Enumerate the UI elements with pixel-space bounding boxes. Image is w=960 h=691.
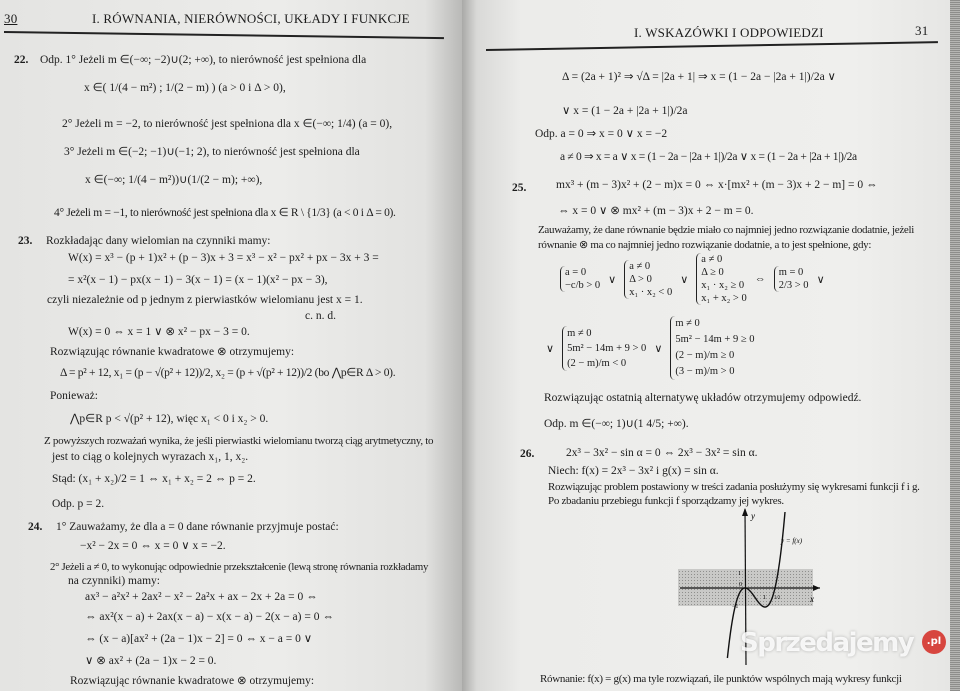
watermark: Sprzedajemy xyxy=(740,628,914,658)
answer-line: Odp. p = 2. xyxy=(52,498,105,510)
condition: 5m² − 14m + 9 ≥ 0 xyxy=(675,334,755,345)
text-line: czyli niezależnie od p jednym z pierwiastków wielomianu jest x = 1. xyxy=(47,294,363,306)
formula-line: a ≠ 0 ⇒ x = a ∨ x = (1 − 2a − |2a + 1|)/2a ∨ x = (1 − 2a + |2a + 1|)/2a xyxy=(560,151,857,163)
condition: (2 − m)/m ≥ 0 xyxy=(675,350,735,361)
system-5 xyxy=(562,326,646,371)
formula-line: −x² − 2x = 0 ⇔ x = 0 ∨ x = −2. xyxy=(80,540,226,552)
conditions-row-1 xyxy=(560,253,825,305)
system-2 xyxy=(624,260,672,299)
exercise-number: 25. xyxy=(512,182,527,194)
text-line: 3° Jeżeli m ∈(−2; −1)∪(−1; 2), to nierówność jest spełniona dla xyxy=(64,146,360,158)
text-line: równanie ⊗ ma co najmniej jedno rozwiązanie dodatnie, a to jest spełnione, gdy: xyxy=(538,239,872,251)
header-rule xyxy=(4,31,444,39)
text-line: Ponieważ: xyxy=(50,390,98,402)
y-axis-label: y xyxy=(751,511,755,521)
formula-line: ⇔ x = 0 ∨ ⊗ mx² + (m − 3)x + 2 − m = 0. xyxy=(558,205,754,217)
formula-line: 2x³ − 3x² − sin α = 0 ⇔ 2x³ − 3x² = sin α. xyxy=(566,447,758,459)
text-line: Rozkładając dany wielomian na czynniki mamy: xyxy=(46,235,271,247)
condition: x₁ · x₂ ≥ 0 xyxy=(701,280,745,291)
y-axis-arrow-icon xyxy=(742,508,748,516)
condition: (2 − m)/m < 0 xyxy=(567,357,627,369)
text-line: Zauważamy, że dane równanie będzie miało co najmniej jedno rozwiązanie dodatnie, jeżeli xyxy=(538,224,915,236)
x-axis-label: x xyxy=(810,594,814,604)
condition: x₁ + x₂ > 0 xyxy=(701,293,747,304)
text-line: Równanie: f(x) = g(x) ma tyle rozwiązań, ile punktów wspólnych mają wykresy funkcji xyxy=(540,673,902,685)
text-line: Rozwiązując problem postawiony w treści zadania posłużymy się wykresami funkcji f i g. xyxy=(548,481,920,493)
text-line: Odp. 1° Jeżeli m ∈(−∞; −2)∪(2; +∞), to nierówność jest spełniona dla xyxy=(40,54,367,66)
text-line: Rozwiązując równanie kwadratowe ⊗ otrzymujemy: xyxy=(50,346,295,358)
iff-symbol: ⇔ xyxy=(754,273,766,285)
exercise-number: 22. xyxy=(14,54,29,66)
watermark-badge: .pl xyxy=(922,630,946,654)
formula-line: Δ = (2a + 1)² ⇒ √Δ = |2a + 1| ⇒ x = (1 − 2a − |2a + 1|)/2a ∨ xyxy=(562,71,836,83)
x-axis-arrow-icon xyxy=(813,585,820,591)
book-edge xyxy=(950,0,960,691)
condition: m ≠ 0 xyxy=(567,327,592,339)
formula-line: ∨ x = (1 − 2a + |2a + 1|)/2a xyxy=(562,105,688,117)
or-symbol: ∨ xyxy=(608,273,617,286)
system-4 xyxy=(774,266,809,292)
origin-label: 0 xyxy=(739,582,742,588)
exercise-number: 24. xyxy=(28,521,43,533)
condition: (3 − m)/m > 0 xyxy=(675,366,735,377)
condition: a ≠ 0 xyxy=(629,260,651,272)
formula-line: W(x) = 0 ⇔ x = 1 ∨ ⊗ x² − px − 3 = 0. xyxy=(68,326,250,338)
text-line: 1° Zauważamy, że dla a = 0 dane równanie przyjmuje postać: xyxy=(56,521,339,533)
text-line: 2° Jeżeli m = −2, to nierówność jest spełniona dla x ∈(−∞; 1/4) (a = 0), xyxy=(62,118,393,130)
tick-label: −1 xyxy=(732,604,739,610)
qed-text: c. n. d. xyxy=(305,310,336,322)
condition: 5m² − 14m + 9 > 0 xyxy=(567,342,647,354)
text-line: Z powyższych rozważań wynika, że jeśli pierwiastki wielomianu tworzą ciąg arytmetyczny, to xyxy=(44,435,434,447)
formula-line: Δ = p² + 12, x₁ = (p − √(p² + 12))/2, x₂ = (p + √(p² + 12))/2 (bo ⋀p∈R Δ > 0). xyxy=(60,367,396,379)
running-head: I. RÓWNANIA, NIERÓWNOŚCI, UKŁADY I FUNKCJE xyxy=(92,11,410,26)
or-symbol: ∨ xyxy=(816,273,825,286)
formula-line: Stąd: (x₁ + x₂)/2 = 1 ⇔ x₁ + x₂ = 2 ⇔ p = 2. xyxy=(52,473,256,485)
tick-label: 1 xyxy=(738,571,741,577)
text-line: jest to ciąg o kolejnych wyrazach x₁, 1, x₂. xyxy=(52,451,249,463)
exercise-number: 23. xyxy=(18,235,33,247)
left-page xyxy=(0,0,462,691)
text-line: Rozwiązując ostatnią alternatywę układów otrzymujemy odpowiedź. xyxy=(544,392,862,404)
tick-label: 1 xyxy=(763,595,766,601)
running-head: I. WSKAZÓWKI I ODPOWIEDZI xyxy=(634,25,824,40)
formula-line: ax³ − a²x² + 2ax² − x² − 2a²x + ax − 2x + 2a = 0 ⇔ xyxy=(85,591,318,603)
or-symbol: ∨ xyxy=(680,273,689,286)
formula-line: ∨ ⊗ ax² + (2a − 1)x − 2 = 0. xyxy=(85,655,217,667)
conditions-row-2 xyxy=(546,316,754,380)
answer-line: Odp. m ∈(−∞; 1)∪(1 4/5; +∞). xyxy=(544,418,689,430)
tick-label: 3/2 xyxy=(774,596,781,601)
formula-line: W(x) = x³ − (p + 1)x² + (p − 3)x + 3 = x³ − x² − px² + px − 3x + 3 = xyxy=(68,252,379,264)
condition: 2/3 > 0 xyxy=(778,280,809,291)
system-6 xyxy=(670,316,754,380)
formula-line: = x²(x − 1) − px(x − 1) − 3(x − 1) = (x − 1)(x² − px − 3), xyxy=(68,274,328,286)
condition: Δ > 0 xyxy=(629,273,652,285)
or-symbol: ∨ xyxy=(546,342,555,355)
formula-line: x ∈( 1/(4 − m²) ; 1/(2 − m) ) (a > 0 i Δ > 0), xyxy=(84,82,286,94)
formula-line: mx³ + (m − 3)x² + (2 − m)x = 0 ⇔ x·[mx² + (m − 3)x + 2 − m] = 0 ⇔ xyxy=(556,179,878,191)
text-line: 2° Jeżeli a ≠ 0, to wykonując odpowiednie przekształcenie (lewą stronę równania rozkładamy xyxy=(50,561,429,573)
page-number: 30 xyxy=(4,11,18,26)
condition: x₁ · x₂ < 0 xyxy=(629,286,673,298)
formula-line: ⋀p∈R p < √(p² + 12), więc x₁ < 0 i x₂ > 0. xyxy=(70,413,269,425)
formula-line: x ∈(−∞; 1/(4 − m²))∪(1/(2 − m); +∞), xyxy=(85,174,263,186)
condition: −c/b > 0 xyxy=(565,280,601,291)
header-rule xyxy=(486,41,938,50)
or-symbol: ∨ xyxy=(654,342,663,355)
exercise-number: 26. xyxy=(520,448,535,460)
text-line: Rozwiązując równanie kwadratowe ⊗ otrzymujemy: xyxy=(70,675,315,687)
text-line: Po zbadaniu przebiegu funkcji f sporządzamy jej wykres. xyxy=(548,495,784,507)
condition: m ≠ 0 xyxy=(675,318,700,329)
curve-label: y = f(x) xyxy=(781,537,803,545)
condition: m = 0 xyxy=(778,267,804,278)
system-1 xyxy=(560,266,600,292)
system-3 xyxy=(696,253,746,305)
text-line: 4° Jeżeli m = −1, to nierówność jest spełniona dla x ∈ R \ {1/3} (a < 0 i Δ = 0). xyxy=(54,207,396,219)
answer-line: Odp. a = 0 ⇒ x = 0 ∨ x = −2 xyxy=(535,128,668,140)
formula-line: ⇔ (x − a)[ax² + (2a − 1)x − 2] = 0 ⇔ x − a = 0 ∨ xyxy=(85,633,313,645)
formula-line: ⇔ ax²(x − a) + 2ax(x − a) − x(x − a) − 2(x − a) = 0 ⇔ xyxy=(85,611,334,623)
text-line: na czynniki) mamy: xyxy=(68,575,160,587)
condition: a = 0 xyxy=(565,267,587,278)
formula-line: Niech: f(x) = 2x³ − 3x² i g(x) = sin α. xyxy=(548,465,719,477)
condition: Δ ≥ 0 xyxy=(701,267,724,278)
page-number: 31 xyxy=(915,23,929,38)
condition: a ≠ 0 xyxy=(701,254,723,265)
